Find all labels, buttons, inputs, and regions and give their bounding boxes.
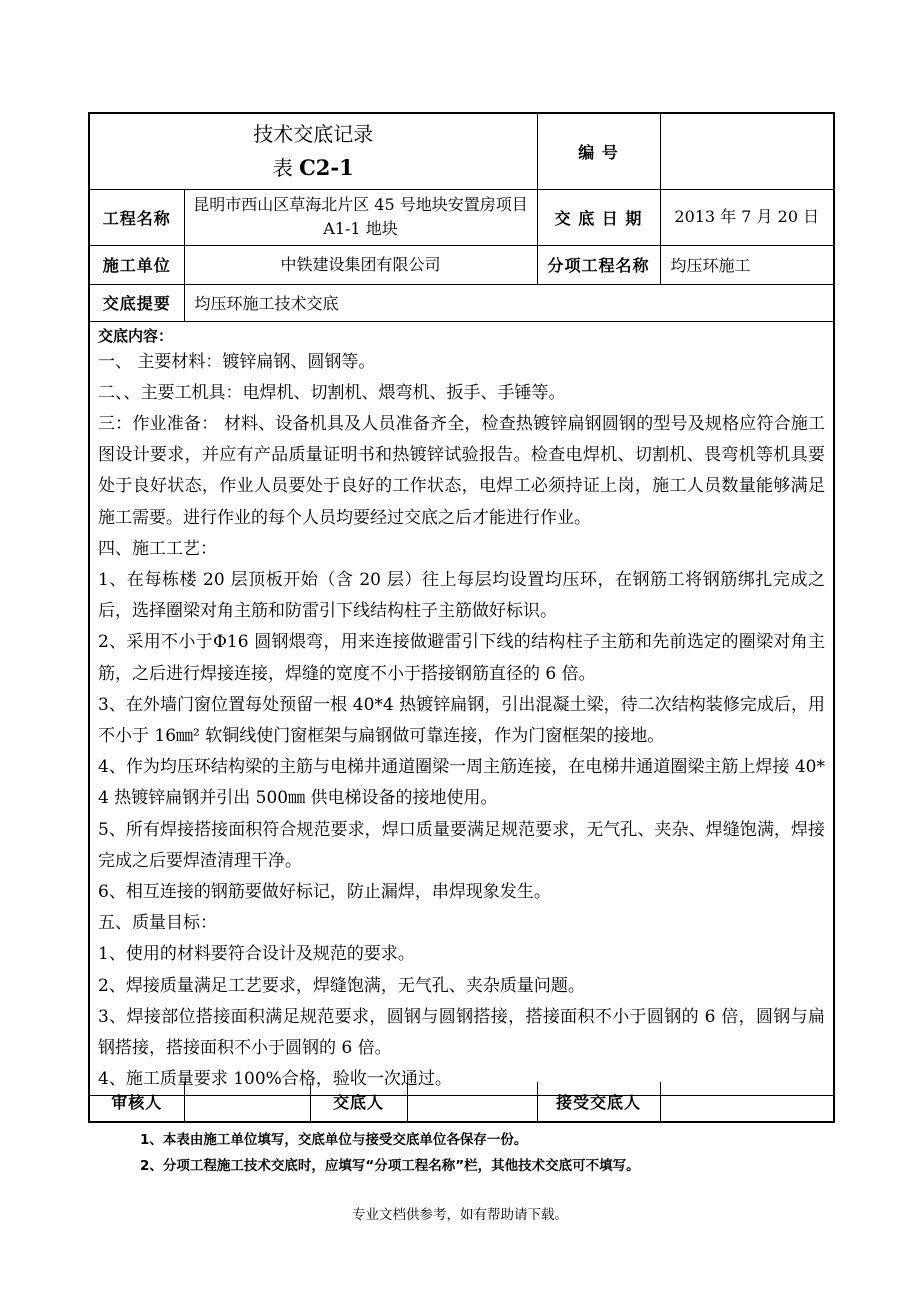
form-notes [140,1127,640,1179]
note-1: 1、本表由施工单位填写，交底单位与接受交底单位各保存一份。 [140,1132,528,1148]
content-paragraph: 四、施工工艺： [98,538,217,559]
form-code-value-text: C2-1 [299,155,354,181]
reviewer-value[interactable] [184,1082,310,1122]
content-paragraph: 2、采用不小于Φ16 圆钢煨弯，用来连接做避雷引下线的结构柱子主筋和先前选定的圈梁对角主筋，之后进行焊接连接，焊缝的宽度不小于搭接钢筋直径的 6 倍。 [98,632,825,684]
signature-row [88,1082,835,1123]
content-paragraph: 3、在外墙门窗位置每处预留一根 40*4 热镀锌扁钢，引出混凝土梁，待二次结构装修完成后，用不小于 16㎜² 软铜线使门窗框架与扁钢做可靠连接，作为门窗框架的接地。 [98,694,825,746]
content-paragraph: 三：作业准备： 材料、设备机具及人员准备齐全，检查热镀锌扁钢圆钢的型号及规格应符合施工图设计要求，并应有产品质量证明书和热镀锌试验报告。检查电焊机、切割机、畏弯机等机具要处于良好状态，作业人员要处于良好的工作状态，电焊工必须持证上岗，施工人员数量能够满足施工需要。进行作业的每个人员均要经过交底之后才能进行作业。 [98,413,825,528]
content-paragraph: 二、、主要工机具：电焊机、切割机、煨弯机、扳手、手锤等。 [98,382,566,403]
reviewer-label: 审核人 [89,1082,184,1122]
content-paragraph: 4、施工质量要求 100%合格，验收一次通过。 [98,1069,452,1090]
date-value[interactable]: 2013 年 7 月 20 日 [660,189,834,245]
receiver-value[interactable] [660,1082,834,1122]
content-cell [89,321,834,1096]
page-footer: 专业文档供参考，如有帮助请下载。 [352,1207,568,1223]
sub-project-label: 分项工程名称 [537,245,660,284]
content-paragraph: 1、在每栋楼 20 层顶板开始（含 20 层）往上每层均设置均压环，在钢筋工将钢筋绑扎完成之后，选择圈梁对角主筋和防雷引下线结构柱子主筋做好标识。 [98,569,825,622]
construction-unit-value[interactable]: 中铁建设集团有限公司 [184,245,537,284]
form-code-prefix-text: 表 [272,156,300,181]
project-name-value[interactable] [184,189,537,245]
content-paragraph: 一、 主要材料：镀锌扁钢、圆钢等。 [98,351,376,372]
content-paragraph: 6、相互连接的钢筋要做好标记，防止漏焊，串焊现象发生。 [98,881,551,902]
number-label: 编 号 [537,113,660,189]
content-paragraph: 五、质量目标： [98,913,217,934]
summary-value[interactable]: 均压环施工技术交底 [184,284,834,321]
construction-unit-label: 施工单位 [89,245,184,284]
note-2: 2、分项工程施工技术交底时，应填写“分项工程名称”栏，其他技术交底可不填写。 [140,1158,640,1174]
receiver-label: 接受交底人 [537,1082,660,1122]
content-paragraph: 3、焊接部位搭接面积满足规范要求，圆钢与圆钢搭接，搭接面积不小于圆钢的 6 倍，圆钢与扁钢搭接，搭接面积不小于圆钢的 6 倍。 [98,1006,825,1058]
title-cell [89,113,537,189]
content-paragraph: 2、焊接质量满足工艺要求，焊缝饱满，无气孔、夹杂质量问题。 [98,975,585,996]
content-paragraph: 5、所有焊接搭接面积符合规范要求，焊口质量要满足规范要求，无气孔、夹杂、焊缝饱满，焊接完成之后要焊渣清理干净。 [98,819,825,871]
project-name-line2: A1-1 地块 [323,219,398,238]
project-name-label: 工程名称 [89,189,184,245]
sub-project-value[interactable]: 均压环施工 [660,245,834,284]
date-label: 交 底 日 期 [537,189,660,245]
content-heading: 交底内容： [98,326,174,345]
presenter-label: 交底人 [310,1082,407,1122]
content-body [98,347,825,1096]
form-grid [88,112,835,1096]
presenter-value[interactable] [407,1082,537,1122]
content-paragraph: 1、使用的材料要符合设计及规范的要求。 [98,944,415,965]
project-name-line1: 昆明市西山区草海北片区 45 号地块安置房项目 [193,195,528,214]
content-paragraph: 4、作为均压环结构梁的主筋与电梯井通道圈梁一周主筋连接，在电梯井通道圈梁主筋上焊接 40*4 热镀锌扁钢并引出 500㎜ 供电梯设备的接地使用。 [98,757,825,809]
form-code-text [90,151,537,185]
summary-label: 交底提要 [89,284,184,321]
number-value[interactable] [660,113,834,189]
form-title-text: 技术交底记录 [253,122,374,147]
